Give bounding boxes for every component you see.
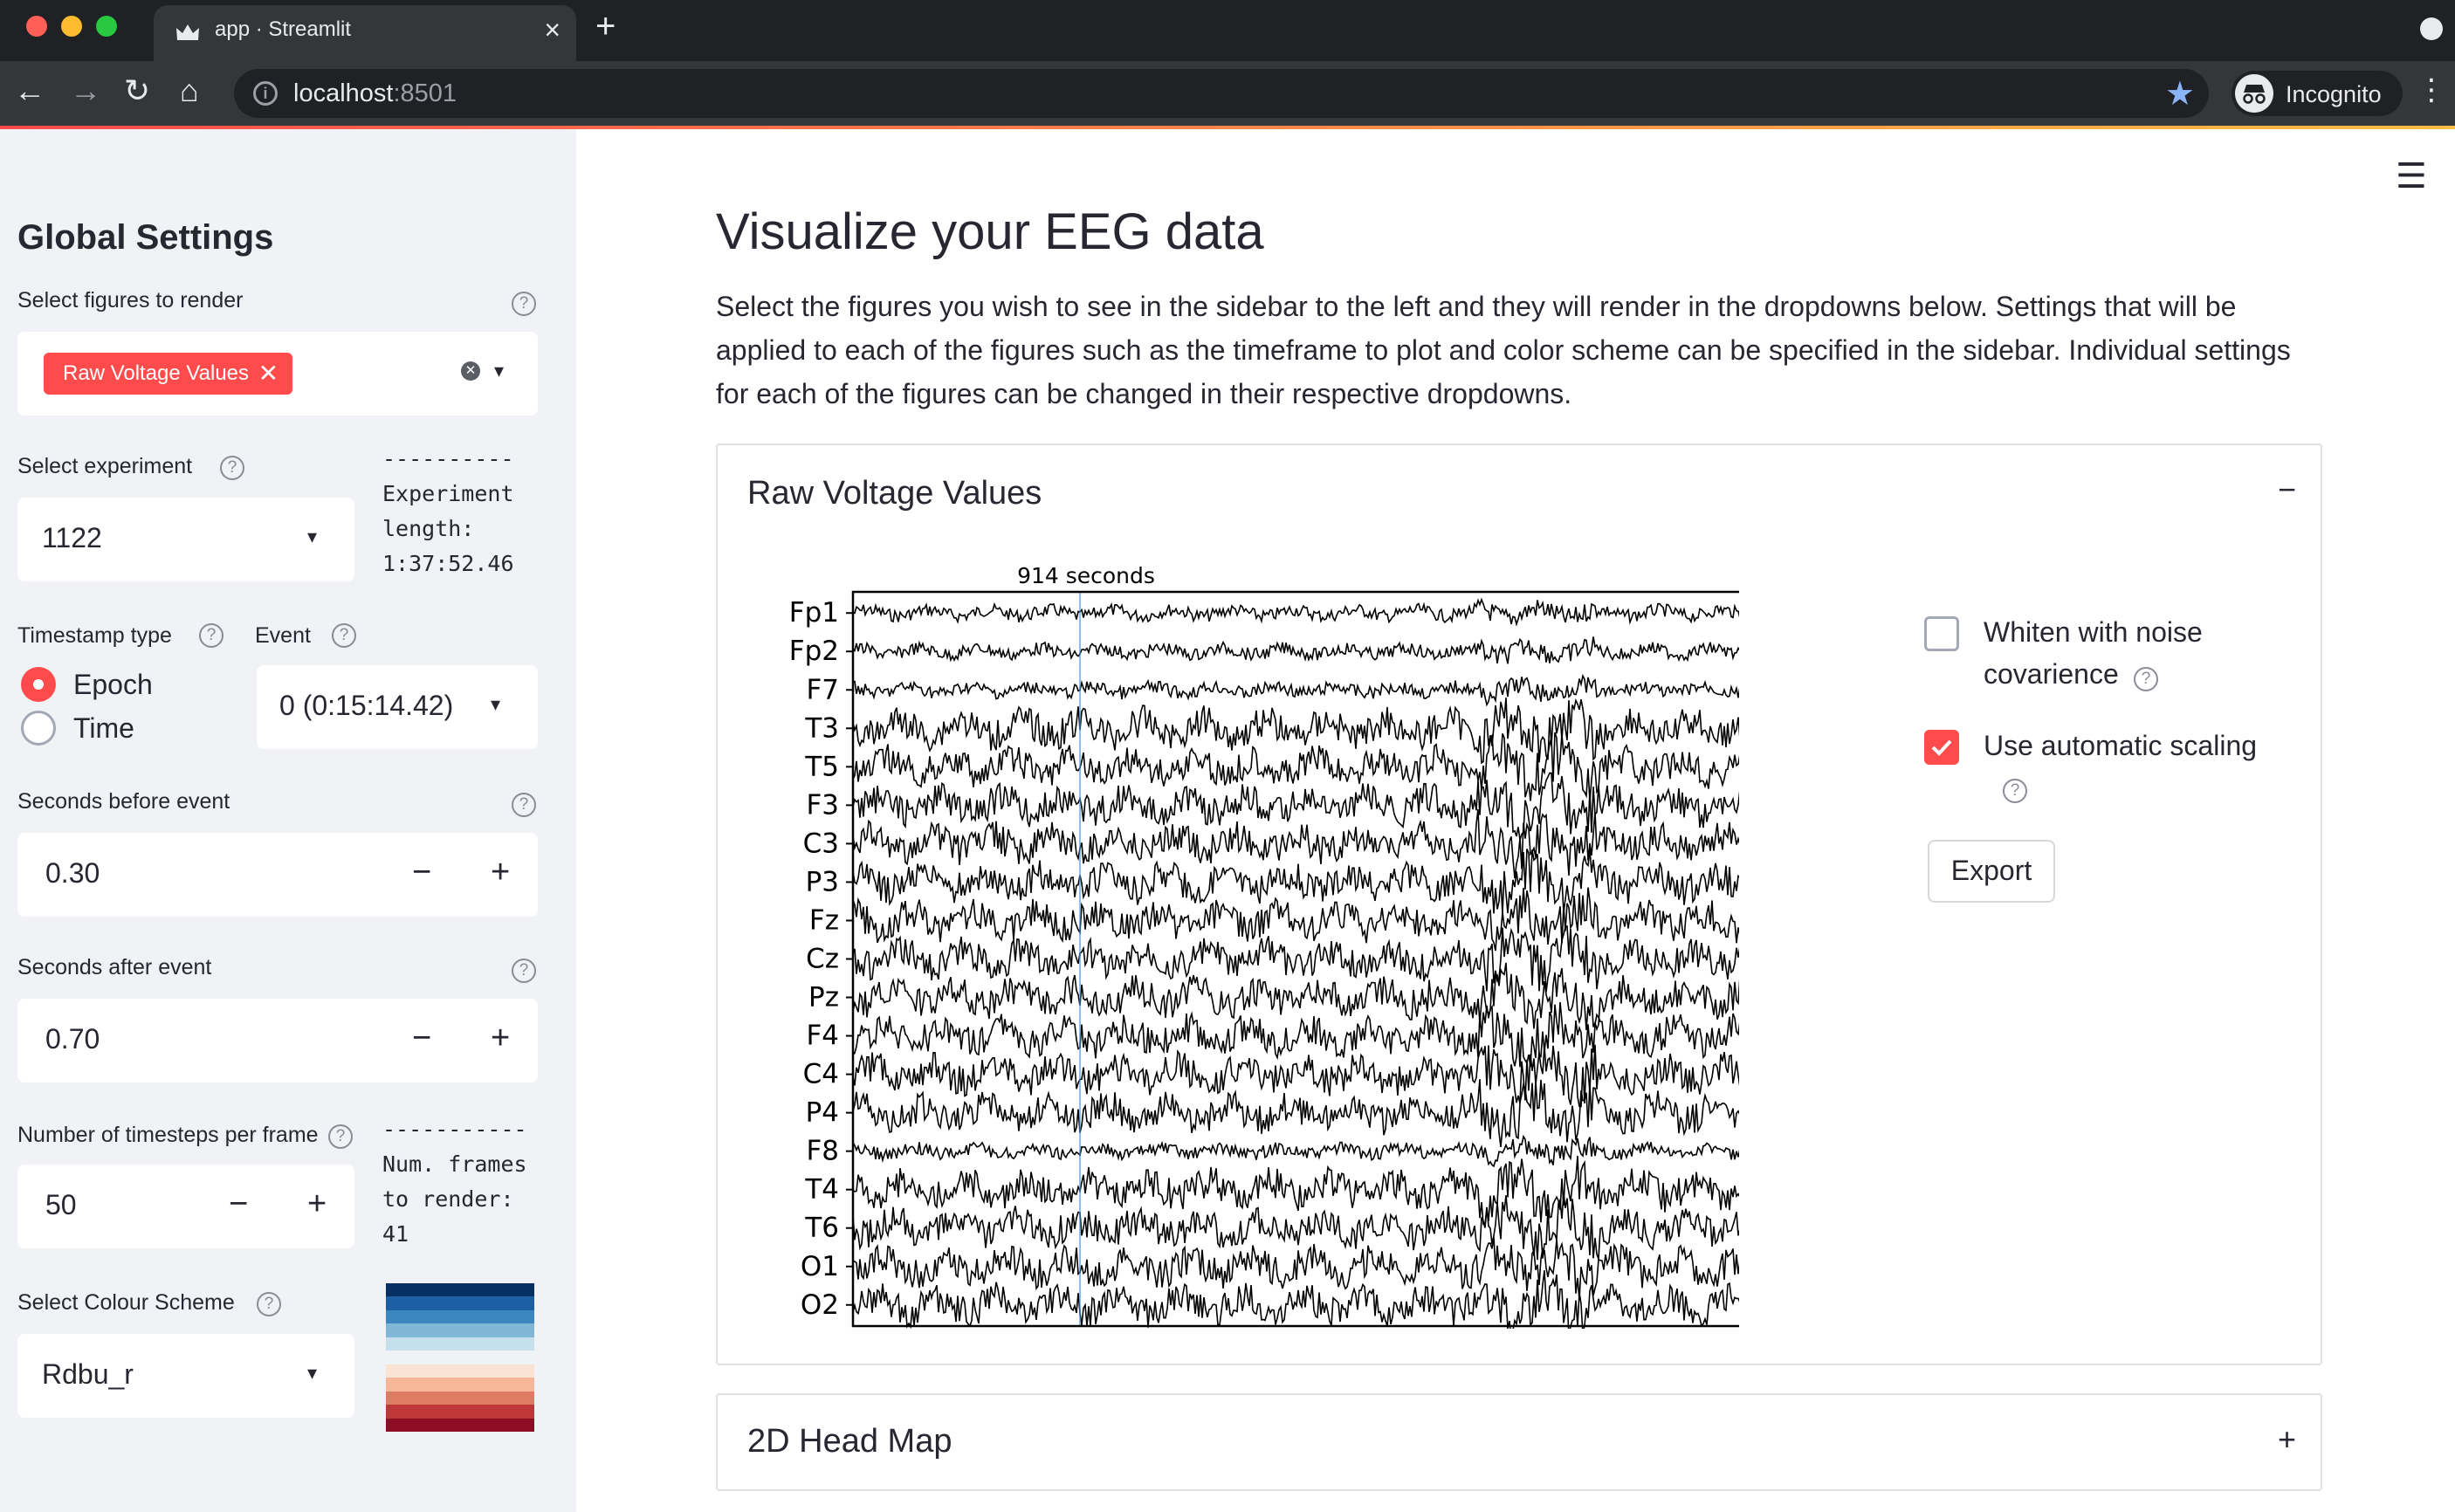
channel-label: F8 — [806, 1135, 839, 1167]
channel-label: O1 — [800, 1250, 839, 1282]
channel-label: P3 — [805, 866, 839, 898]
seconds-before-label: Seconds before event — [17, 789, 230, 814]
channel-label: O2 — [800, 1289, 839, 1321]
incognito-profile-button[interactable] — [2232, 71, 2403, 116]
channel-label: T6 — [805, 1212, 839, 1244]
head-map-expander — [716, 1393, 2322, 1491]
swatch-band — [386, 1337, 534, 1350]
help-icon[interactable]: ? — [2134, 667, 2158, 691]
profile-label: Incognito — [2286, 81, 2382, 107]
channel-trace — [853, 676, 1739, 704]
auto-scaling-label: Use automatic scaling — [1984, 730, 2258, 761]
hamburger-menu-icon[interactable]: ☰ — [2396, 157, 2427, 196]
expand-icon[interactable]: + — [2277, 1421, 2296, 1457]
decrement-button[interactable]: − — [412, 854, 432, 890]
chevron-down-icon: ▾ — [307, 1362, 318, 1384]
radio-epoch[interactable] — [21, 667, 56, 702]
figures-multiselect[interactable] — [17, 332, 538, 416]
swatch-band — [386, 1283, 534, 1296]
head-map-expander-header[interactable]: 2D Head Map — [747, 1423, 952, 1460]
address-bar[interactable] — [234, 69, 2209, 118]
channel-label: Cz — [806, 943, 839, 975]
maximize-window-button[interactable] — [96, 16, 117, 37]
swatch-band — [386, 1296, 534, 1309]
channel-label: T5 — [805, 751, 839, 783]
incognito-icon — [2235, 74, 2273, 113]
reload-icon[interactable]: ↻ — [124, 72, 151, 108]
sidebar — [0, 129, 576, 1512]
page-title: Visualize your EEG data — [716, 203, 1264, 260]
tab-title: app · Streamlit — [215, 17, 352, 41]
experiment-label: Select experiment — [17, 454, 193, 478]
decrement-button[interactable]: − — [412, 1020, 432, 1056]
help-icon[interactable]: ? — [220, 456, 244, 480]
site-info-icon[interactable]: i — [253, 81, 278, 106]
help-icon[interactable]: ? — [257, 1292, 281, 1316]
channel-label: Fp2 — [788, 636, 839, 668]
seconds-after-input[interactable] — [17, 999, 538, 1082]
remove-tag-icon[interactable]: ✕ — [258, 360, 279, 387]
chevron-down-icon: ▾ — [307, 526, 318, 547]
intro-paragraph: Select the figures you wish to see in the sidebar to the left and they will render in the dropdowns below. Settings that will be applied to each of the figures such as the timeframe to plot and color scheme can be specified in the sidebar. Individual settings for each of the figures can be changed in their respective dropdowns. — [716, 291, 2291, 409]
channel-label: C4 — [802, 1058, 839, 1090]
collapse-icon[interactable]: − — [2277, 471, 2296, 507]
auto-scaling-checkbox[interactable] — [1924, 730, 1959, 765]
help-icon[interactable]: ? — [2003, 779, 2027, 803]
channel-label: T4 — [805, 1173, 839, 1206]
experiment-value: 1122 — [42, 522, 102, 553]
swatch-band — [386, 1323, 534, 1337]
seconds-after-value: 0.70 — [45, 1023, 100, 1055]
swatch-band — [386, 1364, 534, 1378]
help-icon[interactable]: ? — [512, 292, 536, 316]
seconds-before-input[interactable] — [17, 833, 538, 917]
streamlit-crown-icon — [175, 21, 201, 44]
channel-trace — [853, 600, 1739, 624]
browser-tab[interactable] — [154, 5, 576, 61]
event-label: Event — [255, 623, 311, 648]
timestamp-type-label: Timestamp type — [17, 623, 172, 648]
colour-scheme-label: Select Colour Scheme — [17, 1290, 235, 1315]
channel-label: C3 — [802, 828, 839, 860]
colour-scheme-preview — [386, 1283, 534, 1432]
swatch-band — [386, 1405, 534, 1418]
swatch-band — [386, 1350, 534, 1364]
timesteps-input[interactable] — [17, 1165, 354, 1248]
increment-button[interactable]: + — [307, 1186, 327, 1222]
plot-title: 914 seconds — [1017, 563, 1155, 588]
channel-trace — [853, 1079, 1739, 1147]
chevron-down-icon[interactable]: ▾ — [494, 360, 505, 381]
clear-all-icon[interactable]: ✕ — [461, 361, 480, 381]
help-icon[interactable]: ? — [328, 1124, 353, 1149]
channel-trace — [853, 1045, 1739, 1107]
channel-label: F3 — [806, 789, 839, 821]
channel-trace — [853, 698, 1739, 763]
close-window-button[interactable] — [26, 16, 47, 37]
channel-label: F7 — [806, 674, 839, 706]
swatch-band — [386, 1392, 534, 1405]
radio-time-label: Time — [73, 712, 134, 744]
new-tab-icon[interactable]: + — [595, 7, 616, 45]
colour-scheme-value: Rdbu_r — [42, 1358, 134, 1390]
channel-label: P4 — [805, 1096, 839, 1129]
num-frames-info: ----------- Num. frames to render: 41 — [382, 1117, 527, 1247]
event-value: 0 (0:15:14.42) — [279, 690, 454, 721]
channel-label: Fp1 — [788, 597, 839, 629]
channel-label: Pz — [808, 981, 839, 1014]
selected-figure-tag[interactable]: Raw Voltage Values ✕ — [44, 353, 292, 395]
checkmark-icon — [1924, 730, 1959, 765]
increment-button[interactable]: + — [491, 854, 511, 890]
swatch-band — [386, 1378, 534, 1391]
channel-trace — [853, 849, 1739, 913]
experiment-length-info: ---------- Experiment length: 1:37:52.46 — [382, 446, 514, 576]
channel-trace — [853, 1156, 1739, 1224]
tab-close-icon[interactable]: × — [544, 14, 560, 45]
figures-label: Select figures to render — [17, 288, 244, 313]
experiment-select[interactable] — [17, 498, 354, 581]
channel-trace — [853, 888, 1739, 952]
minimize-window-button[interactable] — [61, 16, 82, 37]
forward-icon[interactable]: → — [70, 72, 101, 108]
decrement-button[interactable]: − — [229, 1186, 249, 1222]
radio-epoch-label: Epoch — [73, 669, 153, 700]
eeg-raw-voltage-plot — [761, 543, 1739, 1329]
timesteps-label: Number of timesteps per frame — [17, 1123, 319, 1147]
channel-trace — [853, 1137, 1739, 1166]
help-icon[interactable]: ? — [512, 793, 536, 817]
back-icon[interactable]: ← — [14, 72, 45, 108]
whiten-noise-checkbox[interactable] — [1924, 616, 1959, 651]
swatch-band — [386, 1419, 534, 1432]
home-icon[interactable]: ⌂ — [180, 72, 199, 108]
help-icon[interactable]: ? — [332, 623, 356, 648]
seconds-before-value: 0.30 — [45, 857, 100, 889]
swatch-band — [386, 1310, 534, 1323]
channel-label: T3 — [805, 712, 839, 745]
help-icon[interactable]: ? — [512, 959, 536, 983]
colour-scheme-select[interactable] — [17, 1334, 354, 1418]
raw-voltage-expander-header[interactable]: Raw Voltage Values — [747, 475, 1042, 512]
channel-label: F4 — [806, 1020, 839, 1052]
sidebar-title: Global Settings — [17, 218, 274, 257]
whiten-noise-label: Whiten with noise covarience — [1984, 616, 2203, 690]
url-text[interactable]: localhost:8501 — [293, 79, 457, 107]
help-icon[interactable]: ? — [199, 623, 223, 648]
chevron-down-icon: ▾ — [491, 693, 501, 715]
browser-toolbar — [0, 61, 2455, 126]
event-select[interactable] — [257, 665, 538, 749]
channel-trace — [853, 1002, 1739, 1067]
export-button[interactable]: Export — [1928, 840, 2055, 903]
browser-tab-bar — [0, 0, 2455, 61]
channel-label: Fz — [808, 904, 839, 937]
seconds-after-label: Seconds after event — [17, 955, 212, 979]
tab-search-icon[interactable] — [2420, 17, 2443, 40]
timesteps-value: 50 — [45, 1189, 77, 1220]
bookmark-star-icon[interactable]: ★ — [2164, 76, 2195, 113]
radio-time[interactable] — [21, 711, 56, 746]
channel-trace — [853, 636, 1739, 663]
raw-voltage-expander — [716, 443, 2322, 1365]
browser-menu-icon[interactable]: ⋮ — [2417, 73, 2446, 107]
increment-button[interactable]: + — [491, 1020, 511, 1056]
